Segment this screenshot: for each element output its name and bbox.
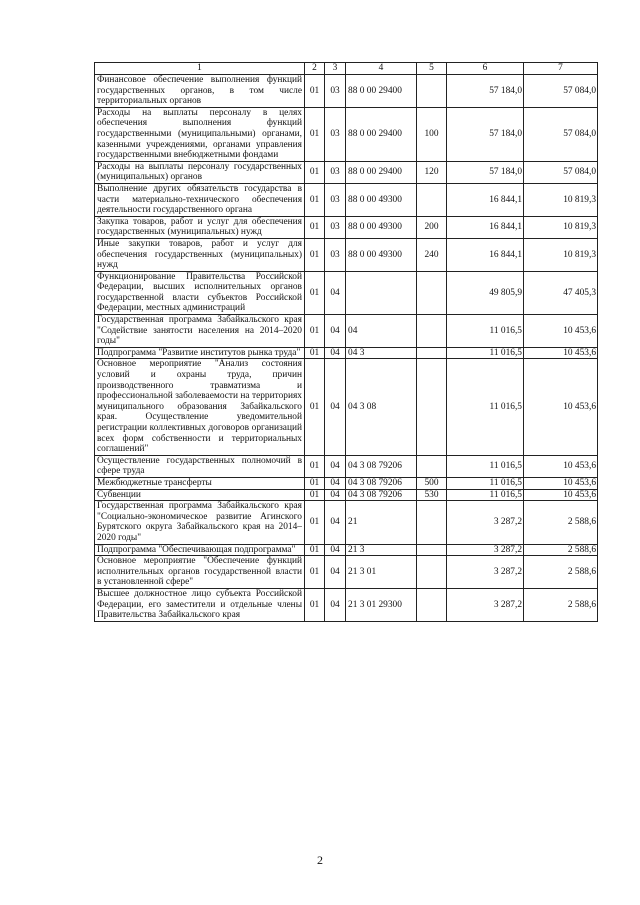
expense-type-code-cell [417, 588, 447, 621]
amount-year2-cell: 10 453,6 [524, 477, 598, 489]
section-code-cell: 01 [305, 359, 325, 455]
table-row [95, 271, 598, 314]
table-row [95, 315, 598, 348]
expense-type-code-cell [417, 75, 447, 108]
section-code-cell: 01 [305, 489, 325, 501]
section-code-cell: 01 [305, 75, 325, 108]
expense-type-code-cell: 530 [417, 489, 447, 501]
expense-name-cell: Основное мероприятие "Анализ состояния условий и охраны труда, причин производственного травматизма и профессиональной заболеваемости на территориях муниципального образования Забайкальского края. Осуществление уведомительной регистрации коллективных договоров организаций всех форм собственности и территориальных соглашений" [95, 359, 305, 455]
amount-year1-cell: 11 016,5 [447, 347, 524, 359]
section-code-cell: 01 [305, 107, 325, 161]
target-item-code-cell: 21 3 01 29300 [346, 588, 417, 621]
header-cell: 3 [325, 63, 346, 75]
table-row [95, 161, 598, 183]
table-row [95, 501, 598, 544]
amount-year2-cell: 2 588,6 [524, 556, 598, 589]
expense-name-cell: Финансовое обеспечение выполнения функций государственных органов, в том числе территориальных органов [95, 75, 305, 108]
target-item-code-cell: 04 [346, 315, 417, 348]
subsection-code-cell: 03 [325, 107, 346, 161]
expense-type-code-cell [417, 501, 447, 544]
subsection-code-cell: 03 [325, 216, 346, 238]
expense-name-cell: Функционирование Правительства Российской Федерации, высших исполнительных органов государственной власти субъектов Российской Федерации, местных администраций [95, 271, 305, 314]
amount-year2-cell: 2 588,6 [524, 501, 598, 544]
amount-year2-cell: 2 588,6 [524, 588, 598, 621]
amount-year1-cell: 3 287,2 [447, 501, 524, 544]
expense-name-cell: Расходы на выплаты персоналу в целях обеспечения выполнения функций государственными (муниципальными) органами, казенными учреждениями, органами управления государственными внебюджетными фондами [95, 107, 305, 161]
amount-year2-cell: 10 453,6 [524, 489, 598, 501]
header-cell: 7 [524, 63, 598, 75]
amount-year1-cell: 16 844,1 [447, 238, 524, 271]
target-item-code-cell: 88 0 00 49300 [346, 216, 417, 238]
header-cell: 4 [346, 63, 417, 75]
amount-year1-cell: 11 016,5 [447, 315, 524, 348]
subsection-code-cell: 03 [325, 238, 346, 271]
amount-year2-cell: 2 588,6 [524, 544, 598, 556]
amount-year1-cell: 11 016,5 [447, 359, 524, 455]
amount-year2-cell: 10 819,3 [524, 216, 598, 238]
section-code-cell: 01 [305, 556, 325, 589]
amount-year1-cell: 49 805,9 [447, 271, 524, 314]
section-code-cell: 01 [305, 183, 325, 216]
amount-year1-cell: 3 287,2 [447, 544, 524, 556]
expense-type-code-cell [417, 544, 447, 556]
target-item-code-cell [346, 271, 417, 314]
table-row [95, 107, 598, 161]
section-code-cell: 01 [305, 216, 325, 238]
table-row [95, 489, 598, 501]
amount-year2-cell: 47 405,3 [524, 271, 598, 314]
section-code-cell: 01 [305, 347, 325, 359]
target-item-code-cell: 04 3 [346, 347, 417, 359]
target-item-code-cell: 04 3 08 [346, 359, 417, 455]
amount-year1-cell: 11 016,5 [447, 489, 524, 501]
expense-name-cell: Подпрограмма "Развитие институтов рынка труда" [95, 347, 305, 359]
section-code-cell: 01 [305, 501, 325, 544]
subsection-code-cell: 03 [325, 161, 346, 183]
table-row [95, 183, 598, 216]
section-code-cell: 01 [305, 477, 325, 489]
amount-year2-cell: 10 819,3 [524, 183, 598, 216]
expense-type-code-cell: 200 [417, 216, 447, 238]
expense-type-code-cell [417, 315, 447, 348]
header-row [95, 63, 598, 75]
expense-name-cell: Иные закупки товаров, работ и услуг для обеспечения государственных (муниципальных) нужд [95, 238, 305, 271]
amount-year2-cell: 10 819,3 [524, 238, 598, 271]
amount-year2-cell: 57 084,0 [524, 75, 598, 108]
table-row [95, 238, 598, 271]
table-row [95, 544, 598, 556]
amount-year2-cell: 10 453,6 [524, 347, 598, 359]
expense-name-cell: Межбюджетные трансферты [95, 477, 305, 489]
expense-name-cell: Выполнение других обязательств государства в части материально-технического обеспечения деятельности государственного органа [95, 183, 305, 216]
expense-type-code-cell [417, 347, 447, 359]
amount-year2-cell: 10 453,6 [524, 455, 598, 477]
section-code-cell: 01 [305, 238, 325, 271]
section-code-cell: 01 [305, 588, 325, 621]
subsection-code-cell: 04 [325, 477, 346, 489]
amount-year1-cell: 57 184,0 [447, 107, 524, 161]
section-code-cell: 01 [305, 271, 325, 314]
amount-year1-cell: 11 016,5 [447, 477, 524, 489]
table-row [95, 359, 598, 455]
amount-year2-cell: 57 084,0 [524, 107, 598, 161]
expense-name-cell: Государственная программа Забайкальского края "Содействие занятости населения на 2014–2020 годы" [95, 315, 305, 348]
section-code-cell: 01 [305, 544, 325, 556]
expense-type-code-cell: 100 [417, 107, 447, 161]
table-row [95, 347, 598, 359]
subsection-code-cell: 03 [325, 183, 346, 216]
amount-year1-cell: 3 287,2 [447, 588, 524, 621]
table-row [95, 588, 598, 621]
amount-year1-cell: 16 844,1 [447, 183, 524, 216]
amount-year1-cell: 16 844,1 [447, 216, 524, 238]
subsection-code-cell: 04 [325, 556, 346, 589]
table-row [95, 455, 598, 477]
target-item-code-cell: 21 [346, 501, 417, 544]
expense-name-cell: Субвенции [95, 489, 305, 501]
header-cell: 5 [417, 63, 447, 75]
section-code-cell: 01 [305, 455, 325, 477]
expense-name-cell: Расходы на выплаты персоналу государственных (муниципальных) органов [95, 161, 305, 183]
subsection-code-cell: 04 [325, 455, 346, 477]
page-number: 2 [317, 853, 323, 867]
expense-name-cell: Закупка товаров, работ и услуг для обеспечения государственных (муниципальных) нужд [95, 216, 305, 238]
expense-type-code-cell [417, 455, 447, 477]
amount-year2-cell: 10 453,6 [524, 315, 598, 348]
header-cell: 6 [447, 63, 524, 75]
target-item-code-cell: 88 0 00 49300 [346, 238, 417, 271]
table-body [95, 63, 598, 622]
subsection-code-cell: 04 [325, 501, 346, 544]
subsection-code-cell: 04 [325, 347, 346, 359]
target-item-code-cell: 04 3 08 79206 [346, 477, 417, 489]
subsection-code-cell: 03 [325, 75, 346, 108]
expense-type-code-cell: 240 [417, 238, 447, 271]
target-item-code-cell: 04 3 08 79206 [346, 455, 417, 477]
table-row [95, 556, 598, 589]
subsection-code-cell: 04 [325, 588, 346, 621]
expense-name-cell: Подпрограмма "Обеспечивающая подпрограмма" [95, 544, 305, 556]
target-item-code-cell: 88 0 00 29400 [346, 107, 417, 161]
target-item-code-cell: 21 3 [346, 544, 417, 556]
subsection-code-cell: 04 [325, 544, 346, 556]
subsection-code-cell: 04 [325, 359, 346, 455]
budget-table [94, 62, 598, 622]
amount-year1-cell: 57 184,0 [447, 161, 524, 183]
amount-year1-cell: 11 016,5 [447, 455, 524, 477]
expense-name-cell: Государственная программа Забайкальского края "Социально-экономическое развитие Агинского Бурятского округа Забайкальского края на 2014–2020 годы" [95, 501, 305, 544]
section-code-cell: 01 [305, 315, 325, 348]
expense-name-cell: Высшее должностное лицо субъекта Российской Федерации, его заместители и отдельные члены Правительства Забайкальского края [95, 588, 305, 621]
amount-year2-cell: 10 453,6 [524, 359, 598, 455]
header-cell: 2 [305, 63, 325, 75]
expense-type-code-cell [417, 183, 447, 216]
table-row [95, 216, 598, 238]
expense-type-code-cell [417, 271, 447, 314]
expense-type-code-cell: 120 [417, 161, 447, 183]
expense-type-code-cell: 500 [417, 477, 447, 489]
expense-type-code-cell [417, 556, 447, 589]
expense-name-cell: Основное мероприятие "Обеспечение функций исполнительных органов государственной власти в установленной сфере" [95, 556, 305, 589]
target-item-code-cell: 88 0 00 29400 [346, 161, 417, 183]
subsection-code-cell: 04 [325, 489, 346, 501]
table-row [95, 477, 598, 489]
amount-year1-cell: 57 184,0 [447, 75, 524, 108]
expense-type-code-cell [417, 359, 447, 455]
subsection-code-cell: 04 [325, 271, 346, 314]
target-item-code-cell: 04 3 08 79206 [346, 489, 417, 501]
expense-name-cell: Осуществление государственных полномочий в сфере труда [95, 455, 305, 477]
header-cell: 1 [95, 63, 305, 75]
section-code-cell: 01 [305, 161, 325, 183]
amount-year2-cell: 57 084,0 [524, 161, 598, 183]
amount-year1-cell: 3 287,2 [447, 556, 524, 589]
target-item-code-cell: 21 3 01 [346, 556, 417, 589]
table-row [95, 75, 598, 108]
target-item-code-cell: 88 0 00 29400 [346, 75, 417, 108]
target-item-code-cell: 88 0 00 49300 [346, 183, 417, 216]
subsection-code-cell: 04 [325, 315, 346, 348]
